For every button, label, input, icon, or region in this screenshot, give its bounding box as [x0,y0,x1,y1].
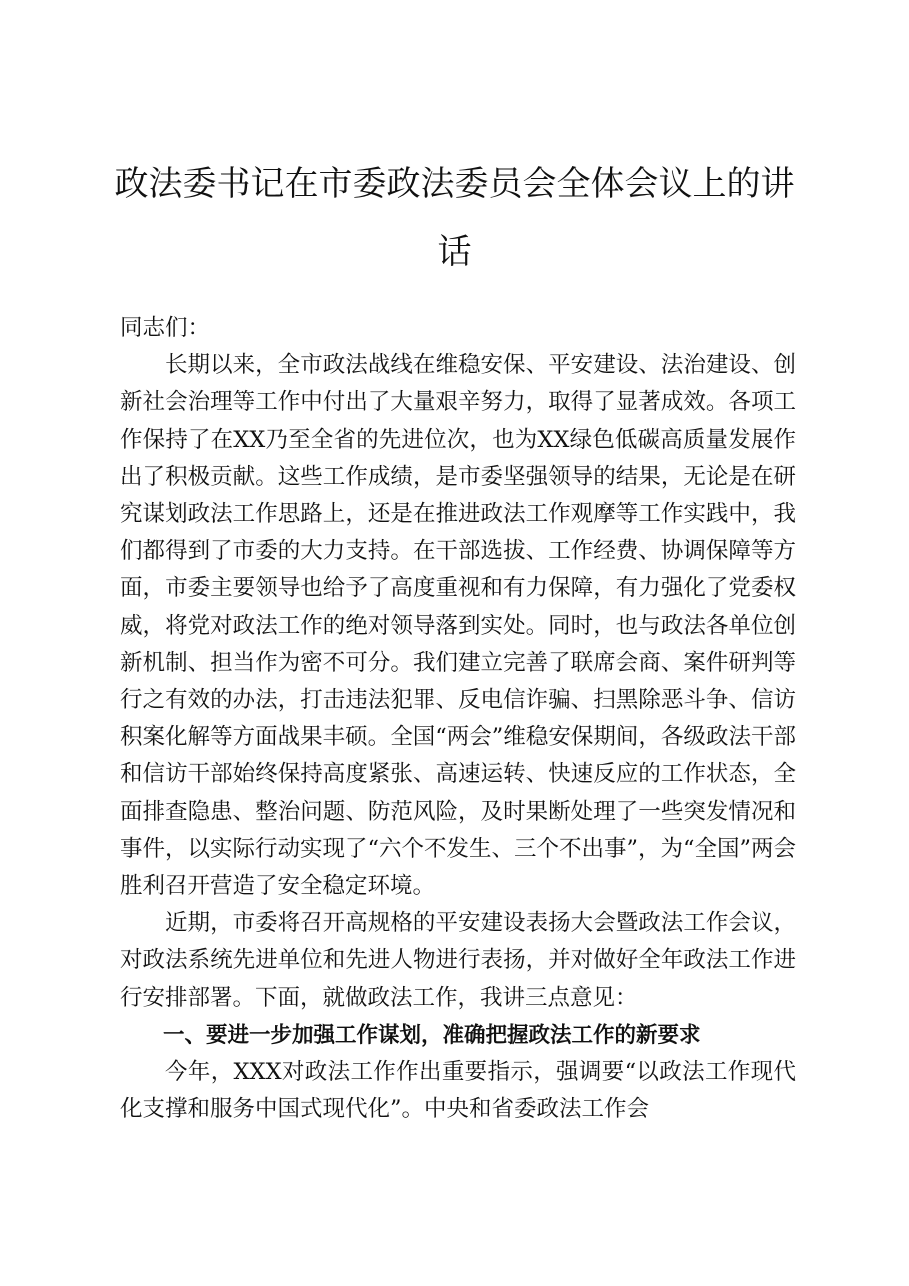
paragraph-1: 长期以来，全市政法战线在维稳安保、平安建设、法治建设、创新社会治理等工作中付出了大量艰辛努力，取得了显著成效。各项工作保持了在XX乃至全省的先进位次，也为XX绿色低碳高质量发展作出了积极贡献。这些工作成绩，是市委坚强领导的结果，无论是在研究谋划政法工作思路上，还是在推进政法工作观摩等工作实践中，我们都得到了市委的大力支持。在干部选拔、工作经费、协调保障等方面，市委主要领导也给予了高度重视和有力保障，有力强化了党委权威，将党对政法工作的绝对领导落到实处。同时，也与政法各单位创新机制、担当作为密不可分。我们建立完善了联席会商、案件研判等行之有效的办法，打击违法犯罪、反电信诈骗、扫黑除恶斗争、信访积案化解等方面战果丰硕。全国“两会”维稳安保期间，各级政法干部和信访干部始终保持高度紧张、高速运转、快速反应的工作状态，全面排查隐患、整治问题、防范风险，及时果断处理了一些突发情况和事件，以实际行动实现了“六个不发生、三个不出事”，为“全国”两会胜利召开营造了安全稳定环境。 [120,352,797,900]
salutation: 同志们： [120,315,211,341]
paragraph-2: 近期，市委将召开高规格的平安建设表扬大会暨政法工作会议，对政法系统先进单位和先进人物进行表扬，并对做好全年政法工作进行安排部署。下面，就做政法工作，我讲三点意见： [120,910,796,1011]
paragraph-3: 今年，XXX对政法工作作出重要指示，强调要“以政法工作现代化支撑和服务中国式现代化”。中央和省委政法工作会 [120,1059,796,1123]
section-heading-1: 一、要进一步加强工作谋划，准确把握政法工作的新要求 [163,1022,701,1048]
document-title: 政法委书记在市委政法委员会全体会议上的讲话 [114,164,795,272]
document-body [120,310,796,1128]
